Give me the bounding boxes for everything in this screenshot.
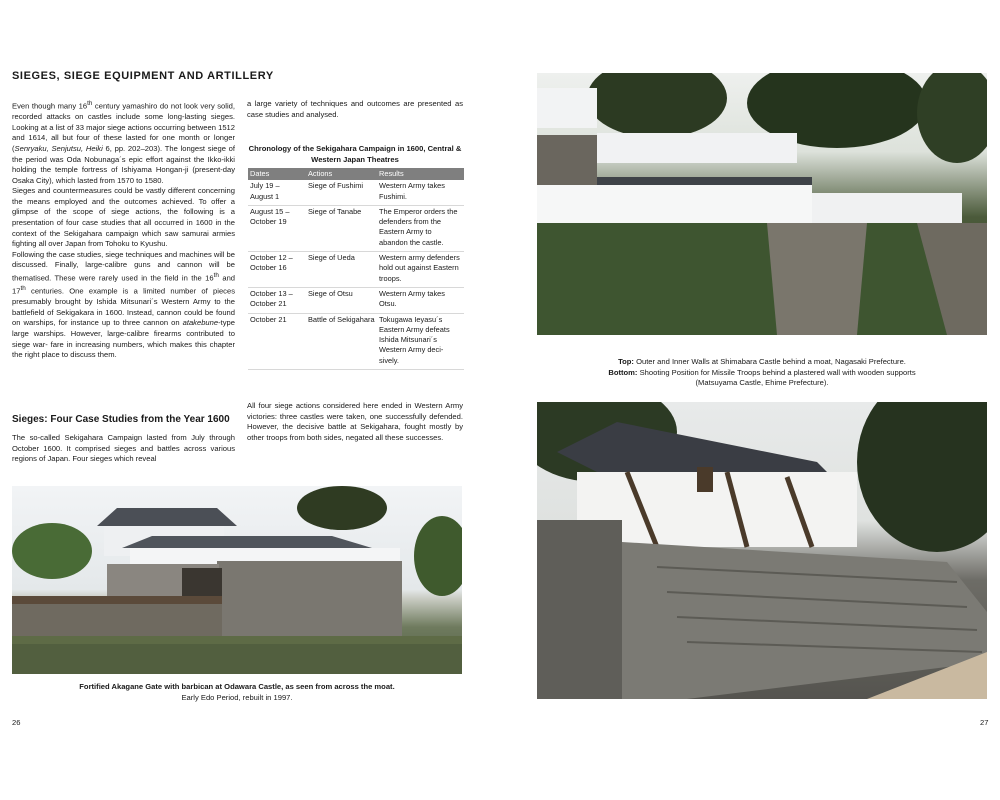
shimabara-illustration bbox=[537, 73, 987, 335]
text-column-a bbox=[12, 99, 235, 361]
header-dates: Dates bbox=[248, 168, 306, 180]
cell-result: Western Army takes Fushimi. bbox=[377, 180, 464, 205]
cell-result: Western army defenders hold out against Eastern troops. bbox=[377, 252, 464, 288]
cell-action: Siege of Otsu bbox=[306, 287, 377, 313]
table-row bbox=[248, 252, 464, 288]
chapter-heading: SIEGES, SIEGE EQUIPMENT AND ARTILLERY bbox=[12, 70, 274, 82]
chronology-table bbox=[248, 168, 464, 370]
cell-result: Tokugawa Ieyasu´s Eastern Army defeats Ishida Mitsunari´s Western Army deci- sively. bbox=[377, 313, 464, 369]
cell-action: Siege of Ueda bbox=[306, 252, 377, 288]
photo-odawara-gate bbox=[12, 486, 462, 674]
text-column-c: The so-called Sekigahara Campaign lasted from July through October 1600. It comprised sieges and battles across various regions of Japan. Four sieges which reveal bbox=[12, 433, 235, 464]
caption-odawara bbox=[12, 682, 462, 703]
page-number-right: 27 bbox=[980, 718, 989, 727]
text-column-b: a large variety of techniques and outcomes are presented as case studies and analysed. bbox=[247, 99, 463, 119]
cell-date: August 15 – October 19 bbox=[248, 205, 306, 251]
header-actions: Actions bbox=[306, 168, 377, 180]
cell-action: Siege of Tanabe bbox=[306, 205, 377, 251]
cell-action: Battle of Sekigahara bbox=[306, 313, 377, 369]
text-column-d: All four siege actions considered here ended in Western Army victories: three castles were taken, one successfully defended. However, the decisive battle at Sekigahara, fought mostly by other troops from both sides, negated all these successes. bbox=[247, 401, 463, 442]
caption-top: Top: Outer and Inner Walls at Shimabara Castle behind a moat, Nagasaki Prefecture. bbox=[618, 357, 906, 366]
table-row bbox=[248, 205, 464, 251]
table-row bbox=[248, 180, 464, 205]
table-header-row bbox=[248, 168, 464, 180]
paragraph-cannon: Following the case studies, siege techniques and machines will be discussed. Finally, large-calibre guns and cannon will be thematised. These were rarely used in the field in the 16th and 17th centuries. One example is a limited number of pieces presumably brought by Ishida Mitsunari´s Western Army to the battlefield of Sekigakara in 1600. Instead, cannon could be found on warships, for instance up to three cannon on atakebune-type large warships. However, large-calibre firearms contributed to siege war- fare in increasing numbers, which makes this chapter the right place to discuss them. bbox=[12, 249, 236, 360]
section-subheading: Sieges: Four Case Studies from the Year 1600 bbox=[12, 414, 230, 425]
cell-result: The Emperor orders the defenders from the Eastern Army to abandon the castle. bbox=[377, 205, 464, 251]
caption-right-photos bbox=[537, 357, 987, 389]
cell-date: July 19 – August 1 bbox=[248, 180, 306, 205]
table-row bbox=[248, 313, 464, 369]
caption-odawara-detail: Early Edo Period, rebuilt in 1997. bbox=[181, 692, 293, 702]
table-row bbox=[248, 287, 464, 313]
odawara-illustration bbox=[12, 486, 462, 674]
cell-date: October 13 – October 21 bbox=[248, 287, 306, 313]
cell-date: October 21 bbox=[248, 313, 306, 369]
caption-bottom: Bottom: Shooting Position for Missile Troops behind a plastered wall with wooden supports bbox=[608, 367, 916, 377]
cell-action: Siege of Fushimi bbox=[306, 180, 377, 205]
cell-result: Western Army takes Otsu. bbox=[377, 287, 464, 313]
photo-matsuyama-shooting-position bbox=[537, 402, 987, 699]
paragraph-intro: Even though many 16th century yamashiro do not look very solid, recorded attacks on castles include some long-lasting sieges. Looking at a list of 33 major siege actions occurring between 1512 and 1614, all but four of these lasted for one month or longer (Senryaku, Senjutsu, Heiki 6, pp. 202–203). The longest siege of the period was Oda Nobunaga´s epic effort against the Ikko-ikki holding the temple fortress of Ishiyama Hongan-ji (present-day Osaka City), which lasted from 1570 to 1580. bbox=[12, 100, 236, 185]
caption-odawara-title: Fortified Akagane Gate with barbican at Odawara Castle, as seen from across the moat. bbox=[79, 682, 395, 691]
paragraph-case-studies: Sieges and countermeasures could be vastly different concerning the means employed and the outcomes achieved. To offer a glimpse of the scope of siege actions, the following is a presentation of four case studies that all occurred in 1600 in the context of the Sekigahara campaign which saw samurai armies fighting all over Japan from Tohoku to Kyushu. bbox=[12, 186, 235, 249]
page-number-left: 26 bbox=[12, 718, 21, 727]
right-page bbox=[500, 0, 1000, 800]
header-results: Results bbox=[377, 168, 464, 180]
matsuyama-illustration bbox=[537, 402, 987, 699]
table-title: Chronology of the Sekigahara Campaign in 1600, Central & Western Japan Theatres bbox=[248, 144, 462, 164]
photo-shimabara-walls bbox=[537, 73, 987, 335]
caption-bottom-line2: (Matsuyama Castle, Ehime Prefecture). bbox=[695, 378, 829, 388]
cell-date: October 12 – October 16 bbox=[248, 252, 306, 288]
